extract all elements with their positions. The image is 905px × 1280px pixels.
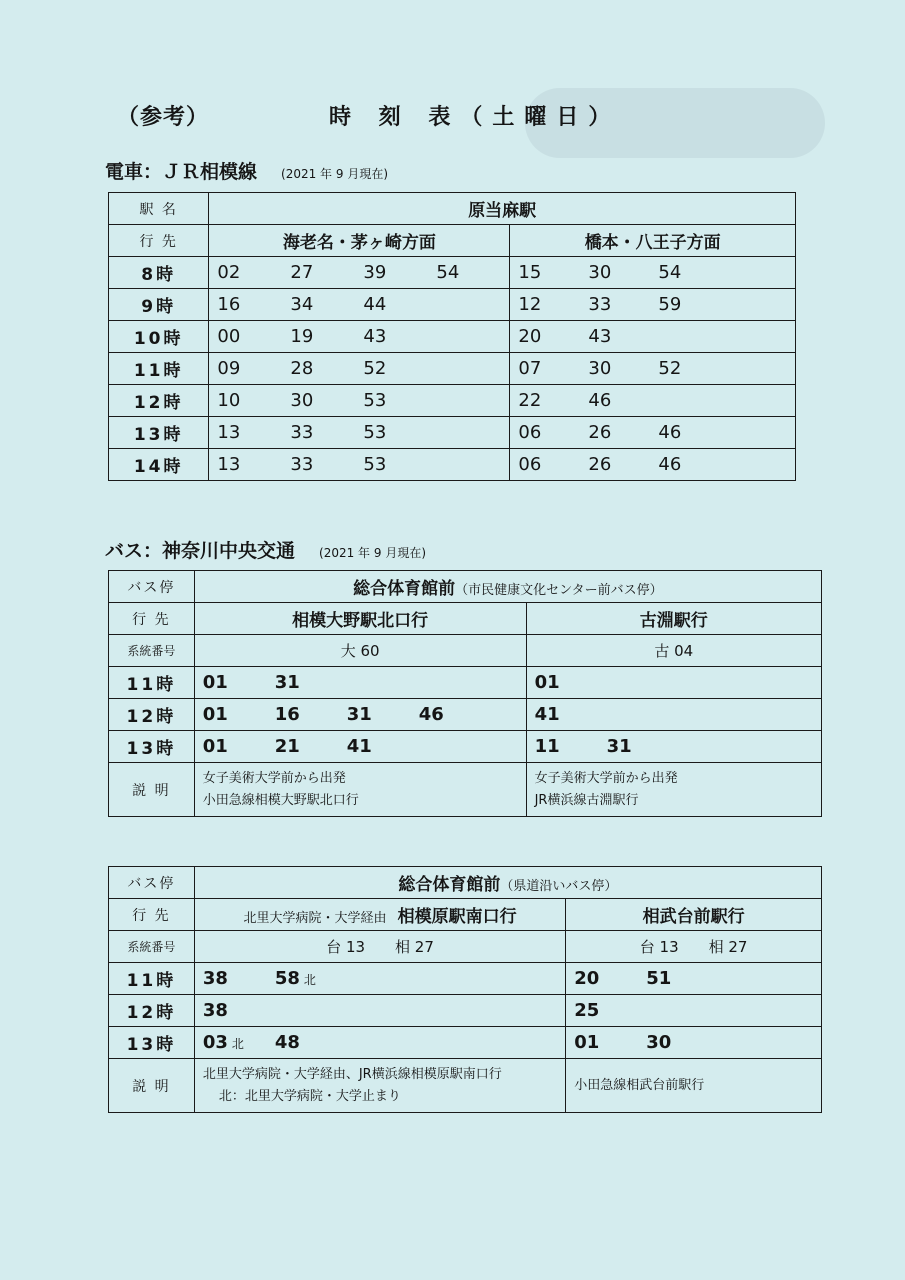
train-row xyxy=(109,353,796,385)
hour-cell: 14時 xyxy=(109,449,209,481)
departure-time: 30 xyxy=(646,1032,672,1053)
departure-time: 46 xyxy=(658,454,682,475)
departure-time: 01 xyxy=(202,704,228,725)
departure-time xyxy=(275,968,347,989)
departure-time: 33 xyxy=(290,422,314,443)
train-timetable xyxy=(108,192,796,481)
bus-note: (2021 年 9 月現在) xyxy=(319,546,426,560)
station-name: 原当麻駅 xyxy=(209,193,796,225)
bus1-desc-a-line2: 小田急線相模大野駅北口行 xyxy=(202,792,359,808)
train-a-times xyxy=(209,385,510,417)
bus1-desc-label: 説 明 xyxy=(109,763,195,817)
departure-minute: 58 xyxy=(274,968,300,989)
bus2-route-a: 台 13 相 27 xyxy=(194,931,565,963)
bus2-destination-a-name: 相模原駅南口行 xyxy=(397,907,517,927)
kitasato-marker: 北 xyxy=(303,973,316,987)
bus2-desc-label: 説 明 xyxy=(109,1059,195,1113)
departure-time: 59 xyxy=(658,294,682,315)
train-b-times-list xyxy=(510,358,795,379)
train-row xyxy=(109,385,796,417)
train-a-times-list xyxy=(209,390,509,411)
departure-time: 26 xyxy=(588,454,612,475)
train-row xyxy=(109,257,796,289)
bus2-b-times-list xyxy=(566,1032,821,1053)
bus1-a-times-list xyxy=(195,672,526,693)
train-b-times-list xyxy=(510,422,795,443)
bus-timetable-2 xyxy=(108,866,822,1113)
departure-time: 01 xyxy=(574,1032,600,1053)
station-label: 駅 名 xyxy=(109,193,209,225)
bus1-route-a: 大 60 xyxy=(194,635,526,667)
departure-time: 34 xyxy=(290,294,314,315)
departure-time: 00 xyxy=(217,326,241,347)
hour-cell: 9時 xyxy=(109,289,209,321)
bus1-desc-a-line1: 女子美術大学前から出発 xyxy=(202,770,346,786)
departure-time: 46 xyxy=(588,390,612,411)
hour-cell: 13時 xyxy=(109,417,209,449)
bus2-destination-a-prefix: 北里大学病院・大学経由 xyxy=(243,911,387,926)
departure-time: 26 xyxy=(588,422,612,443)
bus2-b-times-list xyxy=(566,1000,821,1021)
train-b-times-list xyxy=(510,326,795,347)
bus2-row xyxy=(109,1027,822,1059)
departure-time: 41 xyxy=(346,736,372,757)
train-destination-a: 海老名・茅ヶ崎方面 xyxy=(209,225,510,257)
bus2-destination-a xyxy=(194,899,565,931)
train-b-times-list xyxy=(510,294,795,315)
departure-time: 31 xyxy=(606,736,632,757)
departure-time: 54 xyxy=(658,262,682,283)
train-b-times xyxy=(510,449,796,481)
bus1-desc-b-line2: JR横浜線古淵駅行 xyxy=(534,792,639,808)
departure-time xyxy=(203,1032,275,1053)
departure-time: 30 xyxy=(588,262,612,283)
train-b-times xyxy=(510,257,796,289)
departure-time: 20 xyxy=(574,968,600,989)
departure-time: 01 xyxy=(202,672,228,693)
bus2-desc-a xyxy=(194,1059,565,1113)
train-b-times-list xyxy=(510,390,795,411)
train-a-times xyxy=(209,449,510,481)
departure-time: 16 xyxy=(274,704,300,725)
departure-time: 53 xyxy=(363,422,387,443)
bus2-a-times-list xyxy=(195,1032,565,1053)
train-b-times-list xyxy=(510,454,795,475)
departure-time: 16 xyxy=(217,294,241,315)
departure-time: 53 xyxy=(363,390,387,411)
bus1-destination-b: 古淵駅行 xyxy=(526,603,821,635)
departure-time: 19 xyxy=(290,326,314,347)
bus2-route-b: 台 13 相 27 xyxy=(566,931,822,963)
departure-minute: 38 xyxy=(202,968,228,989)
bus1-row xyxy=(109,731,822,763)
hour-cell: 11時 xyxy=(109,667,195,699)
departure-time: 11 xyxy=(534,736,560,757)
train-row xyxy=(109,417,796,449)
departure-time: 33 xyxy=(588,294,612,315)
departure-time: 13 xyxy=(217,422,241,443)
bus1-desc-b xyxy=(526,763,821,817)
train-a-times-list xyxy=(209,262,509,283)
train-heading-text: 電車：ＪＲ相模線 xyxy=(105,161,258,183)
hour-cell: 12時 xyxy=(109,995,195,1027)
hour-cell: 13時 xyxy=(109,1027,195,1059)
train-heading xyxy=(105,157,388,184)
departure-time: 20 xyxy=(518,326,542,347)
train-row xyxy=(109,321,796,353)
bus-heading-text: バス：神奈川中央交通 xyxy=(105,540,296,562)
departure-time: 12 xyxy=(518,294,542,315)
bus2-desc-a-line1: 北里大学病院・大学経由、JR横浜線相模原駅南口行 xyxy=(202,1066,502,1082)
departure-time: 52 xyxy=(658,358,682,379)
departure-time: 39 xyxy=(363,262,387,283)
departure-time: 21 xyxy=(274,736,300,757)
train-note: (2021 年 9 月現在) xyxy=(281,167,388,181)
train-b-times-list xyxy=(510,262,795,283)
departure-time: 43 xyxy=(588,326,612,347)
hour-cell: 13時 xyxy=(109,731,195,763)
bus2-stop-sub: （県道沿いバス停） xyxy=(500,879,618,894)
bus1-route-label: 系統番号 xyxy=(109,635,195,667)
train-destination-b: 橋本・八王子方面 xyxy=(510,225,796,257)
bus2-stop-label: バス停 xyxy=(109,867,195,899)
hour-cell: 10時 xyxy=(109,321,209,353)
train-row xyxy=(109,289,796,321)
departure-time: 13 xyxy=(217,454,241,475)
bus1-a-times-list xyxy=(195,736,526,757)
departure-time xyxy=(275,1032,347,1053)
departure-time: 43 xyxy=(363,326,387,347)
departure-time: 27 xyxy=(290,262,314,283)
destination-label: 行 先 xyxy=(109,225,209,257)
departure-time xyxy=(203,1000,275,1021)
bus2-b-times-list xyxy=(566,968,821,989)
departure-time: 22 xyxy=(518,390,542,411)
departure-time: 54 xyxy=(436,262,460,283)
bus2-desc-b: 小田急線相武台前駅行 xyxy=(566,1059,822,1113)
bus1-b-times xyxy=(526,731,821,763)
hour-cell: 12時 xyxy=(109,699,195,731)
kitasato-marker: 北 xyxy=(231,1037,244,1051)
train-b-times xyxy=(510,417,796,449)
departure-time: 30 xyxy=(290,390,314,411)
train-b-times xyxy=(510,353,796,385)
departure-time: 07 xyxy=(518,358,542,379)
bus1-route-b: 古 04 xyxy=(526,635,821,667)
train-a-times-list xyxy=(209,422,509,443)
bus1-row xyxy=(109,667,822,699)
train-b-times xyxy=(510,321,796,353)
hour-cell: 11時 xyxy=(109,963,195,995)
bus2-row xyxy=(109,963,822,995)
bus1-a-times xyxy=(194,731,526,763)
departure-time: 52 xyxy=(363,358,387,379)
departure-time: 25 xyxy=(574,1000,600,1021)
train-a-times-list xyxy=(209,358,509,379)
page-title: 時 刻 表（土曜日） xyxy=(329,105,621,130)
bus1-b-times-list xyxy=(527,672,821,693)
bus1-a-times xyxy=(194,699,526,731)
bus1-b-times xyxy=(526,667,821,699)
bus1-desc-a xyxy=(194,763,526,817)
train-a-times-list xyxy=(209,294,509,315)
bus2-row xyxy=(109,995,822,1027)
bus2-destination-label: 行 先 xyxy=(109,899,195,931)
reference-label: （参考） xyxy=(117,105,210,130)
bus1-stop-sub: （市民健康文化センター前バス停） xyxy=(455,583,663,598)
departure-time: 09 xyxy=(217,358,241,379)
hour-cell: 11時 xyxy=(109,353,209,385)
bus1-b-times xyxy=(526,699,821,731)
departure-time: 53 xyxy=(363,454,387,475)
bus2-stop-name: 総合体育館前 xyxy=(398,875,501,895)
train-a-times-list xyxy=(209,326,509,347)
hour-cell: 12時 xyxy=(109,385,209,417)
departure-time: 06 xyxy=(518,422,542,443)
bus2-a-times-list xyxy=(195,968,565,989)
bus-heading xyxy=(105,536,426,563)
departure-time xyxy=(203,968,275,989)
train-b-times xyxy=(510,289,796,321)
departure-time: 01 xyxy=(202,736,228,757)
bus1-b-times-list xyxy=(527,704,821,725)
departure-time: 02 xyxy=(217,262,241,283)
bus2-b-times xyxy=(566,1027,822,1059)
bus1-destination-label: 行 先 xyxy=(109,603,195,635)
bus2-route-label: 系統番号 xyxy=(109,931,195,963)
bus2-a-times xyxy=(194,995,565,1027)
departure-time: 06 xyxy=(518,454,542,475)
train-a-times xyxy=(209,321,510,353)
hour-cell: 8時 xyxy=(109,257,209,289)
bus1-stop-name: 総合体育館前 xyxy=(353,579,456,599)
train-a-times xyxy=(209,353,510,385)
bus1-stop xyxy=(194,571,821,603)
bus2-a-times xyxy=(194,1027,565,1059)
bus2-b-times xyxy=(566,963,822,995)
departure-minute: 03 xyxy=(202,1032,228,1053)
train-a-times xyxy=(209,257,510,289)
train-b-times xyxy=(510,385,796,417)
departure-time: 44 xyxy=(363,294,387,315)
bus2-b-times xyxy=(566,995,822,1027)
departure-time: 10 xyxy=(217,390,241,411)
train-row xyxy=(109,449,796,481)
bus1-desc-b-line1: 女子美術大学前から出発 xyxy=(534,770,678,786)
bus2-a-times-list xyxy=(195,1000,565,1021)
train-a-times xyxy=(209,417,510,449)
bus-timetable-1 xyxy=(108,570,822,817)
bus1-a-times-list xyxy=(195,704,526,725)
bus1-a-times xyxy=(194,667,526,699)
departure-time: 41 xyxy=(534,704,560,725)
departure-minute: 38 xyxy=(202,1000,228,1021)
departure-time: 46 xyxy=(658,422,682,443)
departure-time: 33 xyxy=(290,454,314,475)
departure-time: 46 xyxy=(418,704,444,725)
departure-time: 28 xyxy=(290,358,314,379)
departure-time: 30 xyxy=(588,358,612,379)
departure-time: 31 xyxy=(346,704,372,725)
bus1-stop-label: バス停 xyxy=(109,571,195,603)
bus2-stop xyxy=(194,867,821,899)
bus2-destination-b: 相武台前駅行 xyxy=(566,899,822,931)
departure-time: 31 xyxy=(274,672,300,693)
bus1-row xyxy=(109,699,822,731)
bus1-b-times-list xyxy=(527,736,821,757)
departure-time: 15 xyxy=(518,262,542,283)
train-a-times xyxy=(209,289,510,321)
departure-minute: 48 xyxy=(274,1032,300,1053)
bus2-desc-a-line2: 北：北里大学病院・大学止まり xyxy=(218,1088,401,1104)
bus1-destination-a: 相模大野駅北口行 xyxy=(194,603,526,635)
bus2-a-times xyxy=(194,963,565,995)
train-a-times-list xyxy=(209,454,509,475)
departure-time: 51 xyxy=(646,968,672,989)
departure-time: 01 xyxy=(534,672,560,693)
